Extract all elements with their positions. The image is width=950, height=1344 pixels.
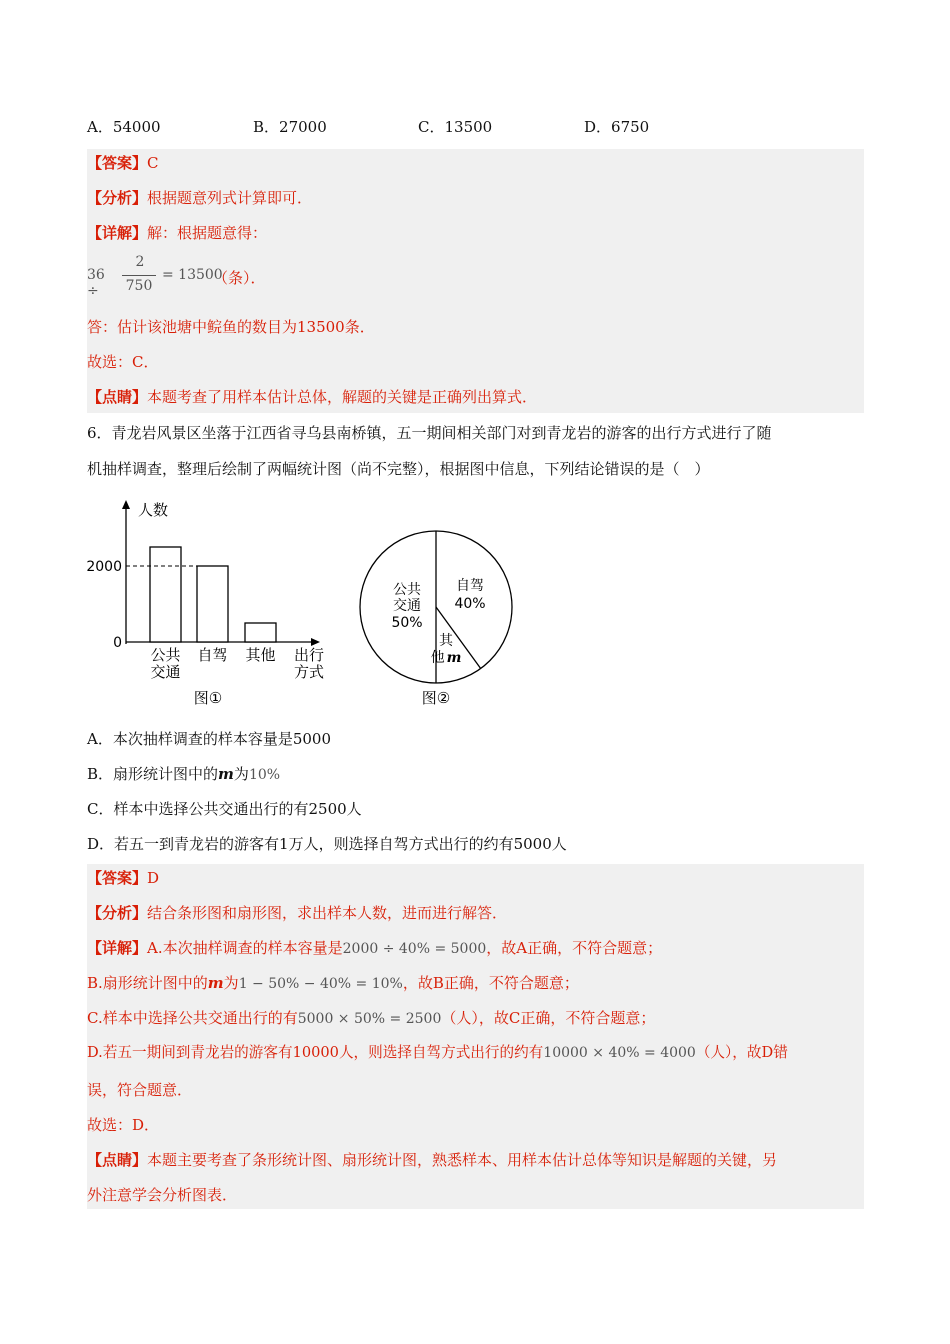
bar-chart-title: 图① bbox=[193, 689, 223, 707]
fraction-bar bbox=[122, 275, 156, 276]
pie-label-public-2: 交通 bbox=[393, 598, 421, 614]
option-d: D．6750 bbox=[584, 118, 650, 136]
bar-category-label2-0: 交通 bbox=[150, 663, 181, 681]
y-axis-label: 人数 bbox=[138, 501, 169, 519]
prev-analysis: 【分析】根据题意列式计算即可． bbox=[87, 189, 313, 207]
prev-conclusion: 答：估计该池塘中鲩鱼的数目为13500条． bbox=[87, 318, 375, 336]
question-stem-line1: 6．青龙岩风景区坐落于江西省寻乌县南桥镇，五一期间相关部门对到青龙岩的游客的出行方式进行了随 bbox=[87, 424, 772, 442]
option-c: C．13500 bbox=[418, 118, 493, 136]
prev-answer: 【答案】C bbox=[87, 154, 159, 172]
bar-category-label-1: 自驾 bbox=[197, 646, 228, 664]
bar-2 bbox=[245, 623, 276, 642]
solution-detail-d: D.若五一期间到青龙岩的游客有10000人，则选择自驾方式出行的约有10000 × 40% = 4000（人），故D错 bbox=[87, 1044, 788, 1061]
solution-comment-line2: 外注意学会分析图表． bbox=[87, 1186, 238, 1204]
pie-label-public-3: 50% bbox=[391, 615, 423, 631]
prev-comment: 【点睛】本题考查了用样本估计总体，解题的关键是正确列出算式． bbox=[87, 388, 538, 406]
pie-label-public-1: 公共 bbox=[393, 582, 421, 598]
y-tick-label-0: 0 bbox=[113, 635, 122, 651]
option-b: B．27000 bbox=[253, 118, 327, 136]
y-axis-arrow bbox=[122, 500, 130, 509]
solution-detail-b: B.扇形统计图中的m为1 − 50% − 40% = 10%，故B正确，不符合题意； bbox=[87, 974, 579, 992]
question-option-d: D．若五一到青龙岩的游客有1万人，则选择自驾方式出行的约有5000人 bbox=[87, 835, 567, 853]
solution-detail-c: C.样本中选择公共交通出行的有5000 × 50% = 2500（人），故C正确，不符合题意； bbox=[87, 1009, 656, 1027]
solution-detail-a: 【详解】A.本次抽样调查的样本容量是2000 ÷ 40% = 5000，故A正确，不符合题意； bbox=[87, 939, 663, 957]
bar-category-label-2: 其他 bbox=[245, 646, 276, 664]
question-option-c: C．样本中选择公共交通出行的有2500人 bbox=[87, 800, 362, 818]
solution-analysis: 【分析】结合条形图和扇形图，求出样本人数，进而进行解答． bbox=[87, 904, 508, 922]
pie-chart bbox=[360, 531, 512, 707]
pie-label-self-1: 自驾 bbox=[456, 578, 484, 594]
pie-chart-title: 图② bbox=[421, 689, 451, 707]
pie-label-other-1: 其 bbox=[439, 633, 453, 649]
question-option-b: B．扇形统计图中的m为10% bbox=[87, 765, 281, 783]
x-axis-arrow bbox=[311, 638, 320, 646]
solution-answer: 【答案】D bbox=[87, 869, 160, 887]
solution-comment-line1: 【点睛】本题主要考查了条形统计图、扇形统计图，熟悉样本、用样本估计总体等知识是解题的关键，另 bbox=[87, 1151, 778, 1169]
option-a: A．54000 bbox=[87, 118, 161, 136]
question-stem-line2: 机抽样调查，整理后绘制了两幅统计图（尚不完整），根据图中信息，下列结论错误的是（ ） bbox=[87, 460, 710, 478]
x-axis-label-1: 出行 bbox=[294, 646, 325, 664]
prev-choice: 故选：C． bbox=[87, 353, 159, 371]
figures bbox=[80, 496, 540, 716]
pie-label-other-2: 他 m bbox=[430, 650, 462, 666]
bar-1 bbox=[197, 566, 228, 642]
y-tick-label-1: 2000 bbox=[86, 559, 122, 575]
solution-detail-d-cont: 误，符合题意． bbox=[87, 1081, 193, 1099]
question-option-a: A．本次抽样调查的样本容量是5000 bbox=[87, 730, 332, 748]
bar-chart bbox=[86, 500, 324, 707]
bar-category-label-0: 公共 bbox=[150, 646, 181, 664]
pie-label-self-2: 40% bbox=[454, 596, 486, 612]
solution-choice: 故选：D． bbox=[87, 1116, 160, 1134]
x-axis-label-2: 方式 bbox=[294, 663, 325, 681]
prev-detail: 【详解】解：根据题意得： bbox=[87, 224, 268, 242]
bar-0 bbox=[150, 547, 181, 642]
